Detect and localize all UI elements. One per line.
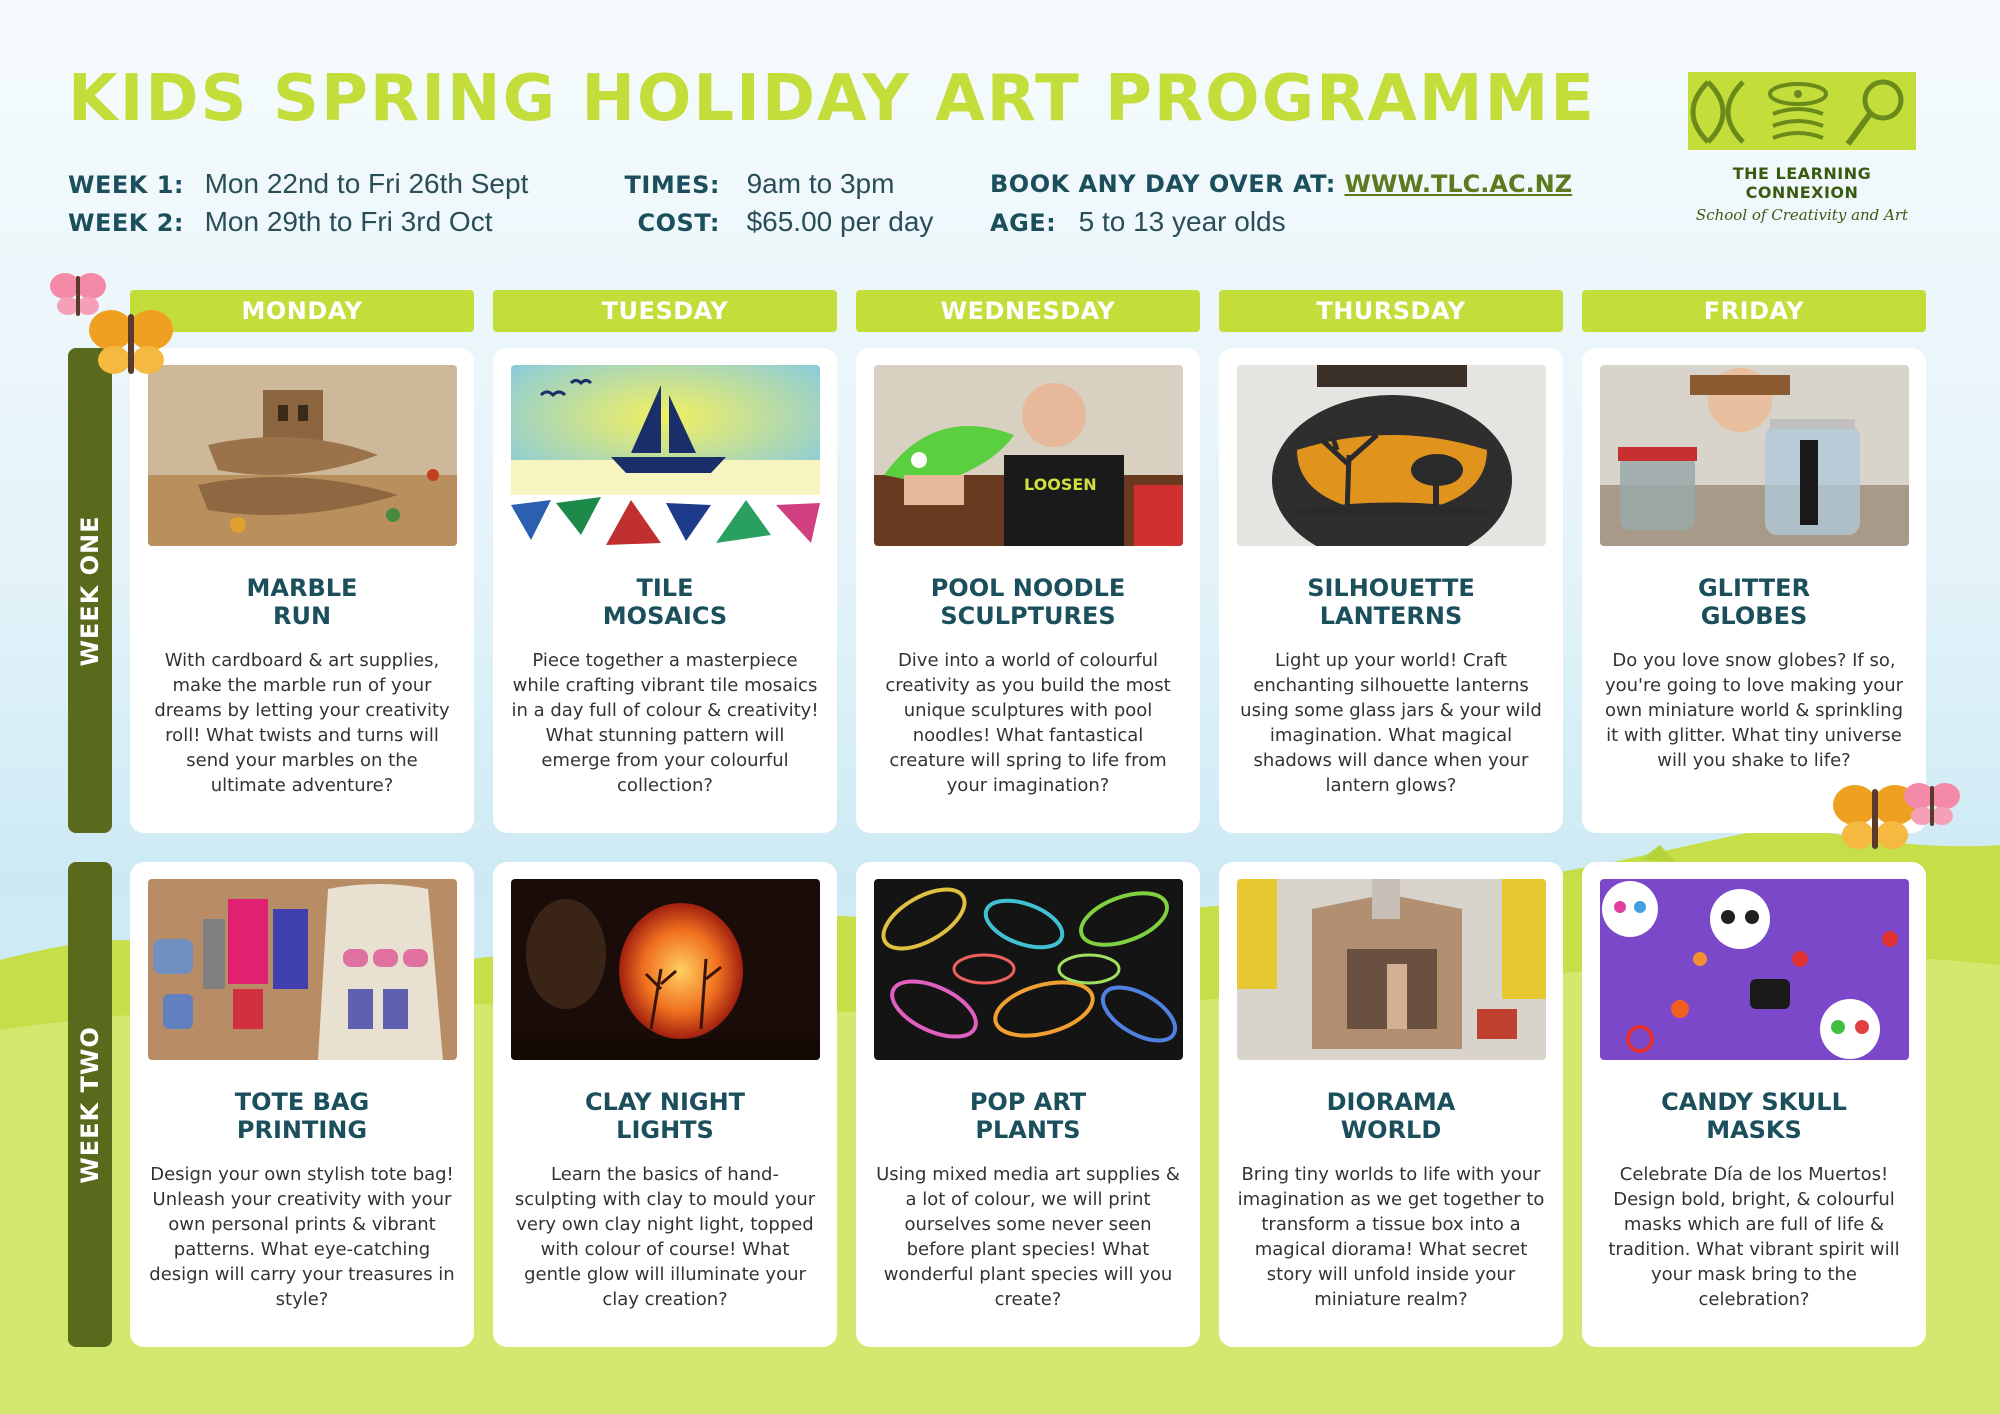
activity-description: Learn the basics of hand-sculpting with clay to mould your very own clay night light, topped with colour of course! What gentle glow will illuminate your clay creation? <box>514 1164 816 1310</box>
times-row <box>616 168 894 200</box>
day-header-wednesday: WEDNESDAY <box>856 290 1200 332</box>
activity-description: Light up your world! Craft enchanting silhouette lanterns using some glass jars & your wild imagination. What magical shadows will dance when your lantern glows? <box>1240 650 1542 796</box>
activity-title: GLITTER GLOBES <box>1697 574 1811 630</box>
cost-row <box>616 206 933 238</box>
day-header-thursday: THURSDAY <box>1219 290 1563 332</box>
logo-subtitle: School of Creativity and Art <box>1695 206 1909 224</box>
activity-title: POOL NOODLE SCULPTURES <box>930 574 1126 630</box>
week-one-label <box>68 348 112 833</box>
week2-label: WEEK 2: <box>68 209 185 237</box>
booking-row <box>990 168 1572 199</box>
activity-card-silhouette-lanterns <box>1219 348 1563 833</box>
activity-card-pool-noodle <box>856 348 1200 833</box>
week1-row <box>68 168 528 200</box>
activity-description: With cardboard & art supplies, make the marble run of your dreams by letting your creativity roll! What twists and turns will send your marbles on the ultimate adventure? <box>154 650 450 796</box>
activity-card-diorama-world <box>1219 862 1563 1347</box>
activity-description: Celebrate Día de los Muertos! Design bold, bright, & colourful masks which are full of life & tradition. What vibrant spirit will your mask bring to the celebration? <box>1608 1164 1900 1310</box>
activity-title: TILE MOSAICS <box>602 574 728 630</box>
clay-night-lights-photo <box>511 879 820 1060</box>
activity-description: Dive into a world of colourful creativity as you build the most unique sculptures with pool noodles! What fantastical creature will spring to life from your imagination? <box>885 650 1171 796</box>
week2-row <box>68 206 492 238</box>
activity-description: Do you love snow globes? If so, you're going to love making your own miniature world & sprinkling it with glitter. What tiny universe will you shake to life? <box>1604 650 1904 771</box>
day-header-friday: FRIDAY <box>1582 290 1926 332</box>
age-label: AGE: <box>990 209 1057 237</box>
glitter-globes-photo <box>1600 365 1909 546</box>
activity-card-tote-bag <box>130 862 474 1347</box>
week-two-text: WEEK TWO <box>76 1025 104 1184</box>
diorama-world-photo <box>1237 879 1546 1060</box>
activity-title: MARBLE RUN <box>246 574 358 630</box>
activity-card-tile-mosaics <box>493 348 837 833</box>
school-logo <box>1688 72 1916 224</box>
activity-title: SILHOUETTE LANTERNS <box>1307 574 1475 630</box>
age-row <box>990 206 1286 238</box>
week-two-label <box>68 862 112 1347</box>
activity-title: DIORAMA WORLD <box>1326 1088 1456 1144</box>
pool-noodle-photo <box>874 365 1183 546</box>
pop-art-plants-photo <box>874 879 1183 1060</box>
activity-description: Using mixed media art supplies & a lot of colour, we will print ourselves some never seen before plant species! What wonderful plant species will you create? <box>876 1164 1180 1310</box>
activity-card-glitter-globes <box>1582 348 1926 833</box>
day-header-tuesday: TUESDAY <box>493 290 837 332</box>
activity-description: Bring tiny worlds to life with your imagination as we get together to transform a tissue box into a magical diorama! What secret story will unfold inside your miniature realm? <box>1237 1164 1545 1310</box>
cost-value: $65.00 per day <box>746 206 934 237</box>
marble-run-photo <box>148 365 457 546</box>
activity-title: TOTE BAG PRINTING <box>234 1088 370 1144</box>
svg-text:LOOSEN: LOOSEN <box>1024 475 1097 494</box>
logo-fish-icon <box>1688 72 1916 150</box>
activity-title: CANDY SKULL MASKS <box>1661 1088 1847 1144</box>
logo-name: THE LEARNING CONNEXION <box>1732 164 1872 202</box>
cost-label: COST: <box>637 209 720 237</box>
activity-card-clay-night-lights <box>493 862 837 1347</box>
candy-skull-masks-photo <box>1600 879 1909 1060</box>
week-one-text: WEEK ONE <box>76 514 104 667</box>
orange-butterfly-icon <box>86 300 176 384</box>
age-value: 5 to 13 year olds <box>1078 206 1286 237</box>
times-label: TIMES: <box>624 171 720 199</box>
pink-butterfly-icon <box>1902 778 1962 832</box>
book-label: BOOK ANY DAY OVER AT: <box>990 170 1336 198</box>
times-value: 9am to 3pm <box>746 168 895 199</box>
silhouette-lanterns-photo <box>1237 365 1546 546</box>
activity-title: POP ART PLANTS <box>969 1088 1087 1144</box>
activity-card-pop-art-plants <box>856 862 1200 1347</box>
tote-bag-photo <box>148 879 457 1060</box>
activity-card-marble-run <box>130 348 474 833</box>
week2-dates: Mon 29th to Fri 3rd Oct <box>204 206 493 237</box>
book-url-link[interactable]: WWW.TLC.AC.NZ <box>1344 170 1573 198</box>
page-title: KIDS SPRING HOLIDAY ART PROGRAMME <box>68 62 1596 136</box>
tile-mosaics-photo <box>511 365 820 546</box>
logo-mark <box>1688 72 1916 150</box>
activity-title: CLAY NIGHT LIGHTS <box>584 1088 746 1144</box>
day-header-monday: MONDAY <box>130 290 474 332</box>
activity-card-candy-skull-masks <box>1582 862 1926 1347</box>
week1-label: WEEK 1: <box>68 171 185 199</box>
week1-dates: Mon 22nd to Fri 26th Sept <box>204 168 529 199</box>
activity-description: Piece together a masterpiece while crafting vibrant tile mosaics in a day full of colour & creativity! What stunning pattern will emerge from your colourful collection? <box>511 650 819 796</box>
activity-description: Design your own stylish tote bag! Unleash your creativity with your own personal prints & vibrant patterns. What eye-catching design will carry your treasures in style? <box>149 1164 455 1310</box>
